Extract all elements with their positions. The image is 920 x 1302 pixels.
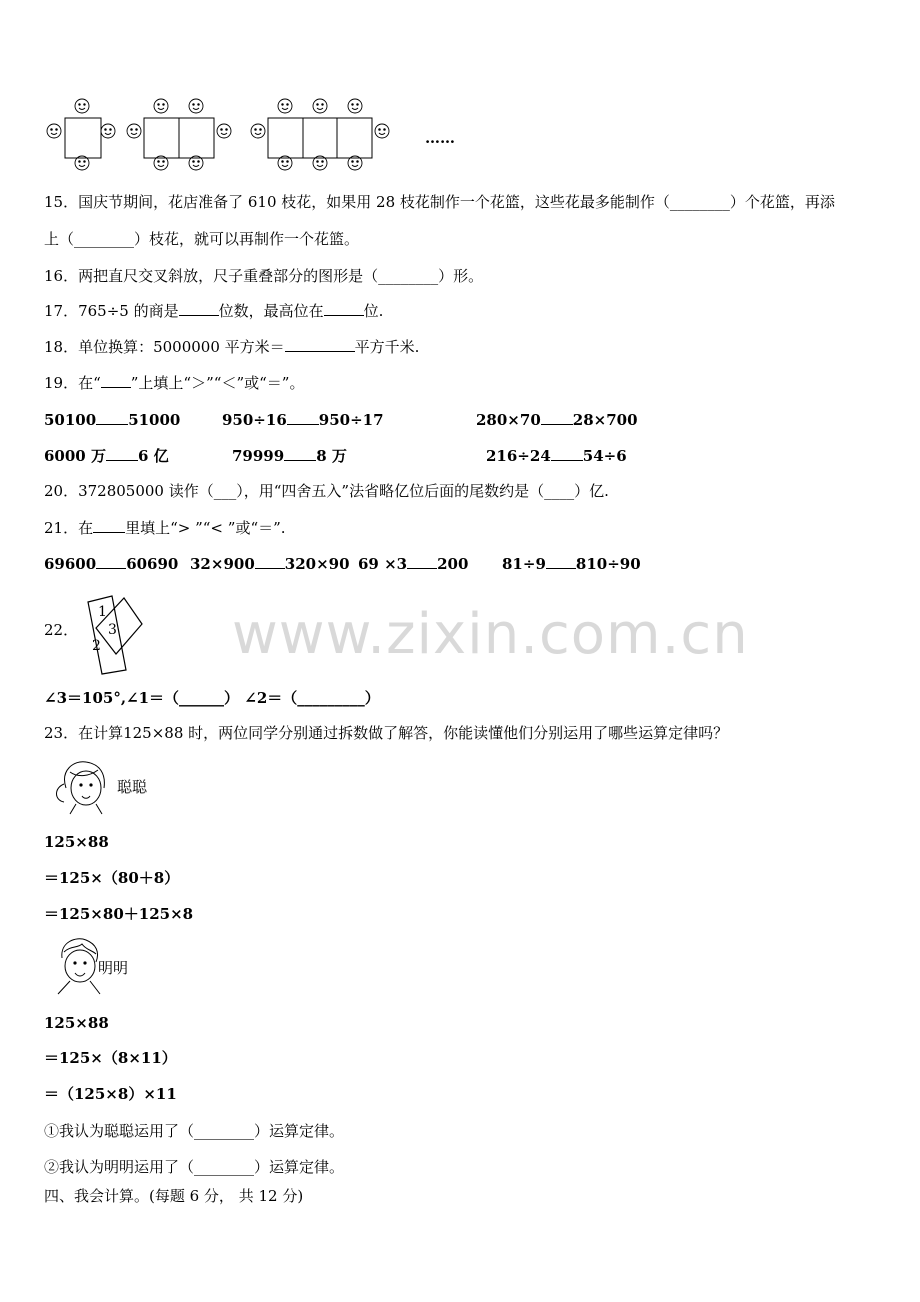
student2-line1: 125×88 [44,1014,109,1032]
q16: 16．两把直尺交叉斜放，尺子重叠部分的图形是（________）形。 [44,267,484,285]
q17-part-b: 位数，最高位在 [218,302,324,320]
q19-r1-c3 [476,410,638,430]
q21-item-2-left: 32×900 [190,555,255,573]
q19-r2-c3-right: 54÷6 [582,447,627,465]
q19-r1-c1-left: 50100 [44,411,97,429]
q21-item-1-blank [96,554,126,569]
angle-label-1: 1 [98,604,107,620]
q21-item-4-blank [546,554,576,569]
q15-line2: 上（________）枝花，就可以再制作一个花篮。 [44,230,360,248]
q22-answer: ∠3＝105°,∠1＝（______） ∠2＝（_________） [44,689,380,707]
student1-line1: 125×88 [44,833,109,851]
q19-r1-c2-left: 950÷16 [222,411,287,429]
smiley-face-icon [75,99,89,113]
q21-item-4-right: 810÷90 [575,555,641,573]
q19-r1-c1-right: 51000 [128,411,181,429]
q20: 20．372805000 读作（___），用“四舍五入”法省略亿位后面的尾数约是（____）亿. [44,482,609,500]
q18-part-b: 平方千米. [354,338,420,356]
q19-r1-c2-blank [287,410,319,425]
q19-title-b: ”上填上“＞”“＜”或“＝”。 [130,374,305,392]
smiley-face-icon [278,99,292,113]
table-1 [65,118,101,158]
table-3-left [268,118,303,158]
q17-part-a: 17．765÷5 的商是 [44,302,179,320]
q19-r1-c3-left: 280×70 [476,411,541,429]
q15-line1: 15．国庆节期间，花店准备了 610 枝花，如果用 28 枝花制作一个花篮，这些花最多能制作（________）个花篮，再添 [44,193,835,211]
smiley-face-icon [154,99,168,113]
q19-title [44,373,304,393]
q18-part-a: 18．单位换算：5000000 平方米＝ [44,338,285,356]
q17-blank-1 [179,301,219,316]
table-2-right [179,118,214,158]
q19-r2-c1-right: 6 亿 [137,447,169,465]
q21-item-4-left: 81÷9 [502,555,546,573]
q22-label: 22． [44,621,79,639]
student2-line3: ＝（125×8）×11 [44,1085,177,1103]
smiley-face-icon [251,124,265,138]
smiley-face-icon [127,124,141,138]
q19-r1-c1 [44,410,180,430]
student1-line3: ＝125×80＋125×8 [44,905,194,923]
smiley-face-icon [189,99,203,113]
q21-item-2-right: 320×90 [284,555,350,573]
table-3-right [337,118,372,158]
crossed-rulers-figure [82,590,142,680]
q19-r1-c2-right: 950÷17 [318,411,384,429]
section-4-heading: 四、我会计算。(每题 6 分， 共 12 分) [44,1187,304,1205]
q21-title-b: 里填上“> ”“< ”或“＝”. [125,519,286,537]
watermark: www.zixin.com.cn [232,602,749,667]
q23-sub1: ①我认为聪聪运用了（________）运算定律。 [44,1122,345,1140]
table-3-mid [303,118,337,158]
smiley-face-icon [375,124,389,138]
q17-part-c: 位. [363,302,384,320]
q19-r2-c1-blank [106,446,138,461]
q19-r2-c2-blank [284,446,316,461]
q21-item-1 [44,554,178,574]
table-2-left [144,118,179,158]
q19-r1-c3-right: 28×700 [572,411,638,429]
q19-r2-c1-left: 6000 万 [44,447,106,465]
smiley-face-icon [313,99,327,113]
q19-title-blank [101,373,131,388]
q21-item-3-blank [407,554,437,569]
q23-title: 23．在计算125×88 时，两位同学分别通过拆数做了解答，你能读懂他们分别运用了哪些运算定律吗？ [44,724,729,742]
q18 [44,337,419,357]
q19-r2-c2 [232,446,347,466]
smiley-face-icon [348,99,362,113]
angle-label-2: 2 [92,638,101,654]
q17 [44,301,383,321]
q19-r2-c1 [44,446,169,466]
smiley-face-icon [217,124,231,138]
q21-item-2-blank [255,554,285,569]
q19-r2-c3 [486,446,627,466]
q21-item-3-right: 200 [437,555,469,573]
student2-line2: ＝125×（8×11） [44,1049,177,1067]
q21-title [44,518,286,538]
q19-r2-c2-left: 79999 [232,447,285,465]
q21-item-3 [358,554,468,574]
q21-title-blank [93,518,125,533]
q21-item-1-right: 60690 [126,555,179,573]
q19-r1-c2 [222,410,384,430]
smiley-face-icon [47,124,61,138]
student2-name: 明明 [98,959,129,977]
tables-figure [0,0,920,180]
q19-r1-c3-blank [541,410,573,425]
q19-title-a: 19．在“ [44,374,101,392]
q19-r2-c3-left: 216÷24 [486,447,551,465]
q21-item-2 [190,554,350,574]
figure-ellipsis: …… [425,129,455,147]
smiley-face-icon [101,124,115,138]
q21-item-1-left: 69600 [44,555,97,573]
student1-line2: ＝125×（80＋8） [44,869,180,887]
q21-item-4 [502,554,641,574]
q18-blank [285,337,355,352]
q23-sub2: ②我认为明明运用了（________）运算定律。 [44,1158,345,1176]
q21-title-a: 21．在 [44,519,94,537]
q19-r2-c3-blank [551,446,583,461]
q19-r2-c2-right: 8 万 [316,447,347,465]
student1-name: 聪聪 [117,778,148,796]
q17-blank-2 [324,301,364,316]
q19-r1-c1-blank [96,410,128,425]
angle-label-3: 3 [108,622,117,638]
q21-item-3-left: 69 ×3 [358,555,408,573]
girl-avatar-icon [50,758,120,818]
